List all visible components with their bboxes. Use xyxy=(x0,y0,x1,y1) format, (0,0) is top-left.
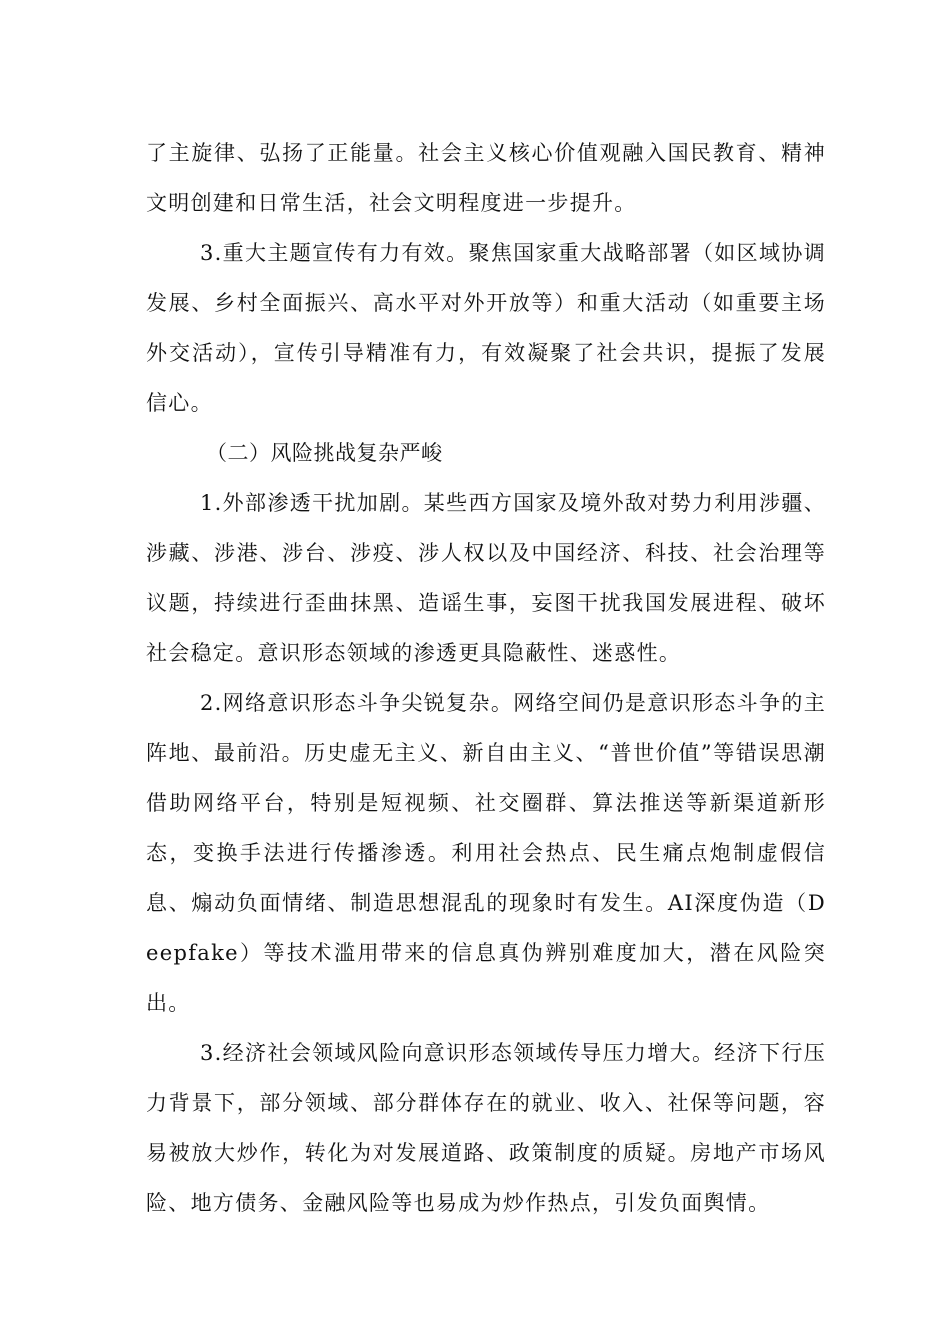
document-body xyxy=(146,128,826,1228)
paragraph-economic-social-risk: 3.经济社会领域风险向意识形态领域传导压力增大。经济下行压力背景下，部分领域、部分群体存在的就业、收入、社保等问题，容易被放大炒作，转化为对发展道路、政策制度的质疑。房地产市场风险、地方债务、金融风险等也易成为炒作热点，引发负面舆情。 xyxy=(146,1041,826,1215)
section-heading-risks-challenges: （二）风险挑战复杂严峻 xyxy=(206,441,443,465)
paragraph-external-infiltration: 1.外部渗透干扰加剧。某些西方国家及境外敌对势力利用涉疆、涉藏、涉港、涉台、涉疫、涉人权以及中国经济、科技、社会治理等议题，持续进行歪曲抹黑、造谣生事，妄图干扰我国发展进程、破坏社会稳定。意识形态领域的渗透更具隐蔽性、迷惑性。 xyxy=(146,491,826,665)
paragraph-continuation: 了主旋律、弘扬了正能量。社会主义核心价值观融入国民教育、精神文明创建和日常生活，社会文明程度进一步提升。 xyxy=(146,141,826,215)
paragraph-major-theme-publicity: 3.重大主题宣传有力有效。聚焦国家重大战略部署（如区域协调发展、乡村全面振兴、高水平对外开放等）和重大活动（如重要主场外交活动），宣传引导精准有力，有效凝聚了社会共识，提振了发展信心。 xyxy=(146,241,826,415)
paragraph-online-ideology-struggle: 2.网络意识形态斗争尖锐复杂。网络空间仍是意识形态斗争的主阵地、最前沿。历史虚无主义、新自由主义、“普世价值”等错误思潮借助网络平台，特别是短视频、社交圈群、算法推送等新渠道新形态，变换手法进行传播渗透。利用社会热点、民生痛点炮制虚假信息、煽动负面情绪、制造思想混乱的现象时有发生。AI深度伪造（Deepfake）等技术滥用带来的信息真伪辨别难度加大，潜在风险突出。 xyxy=(146,691,826,1015)
